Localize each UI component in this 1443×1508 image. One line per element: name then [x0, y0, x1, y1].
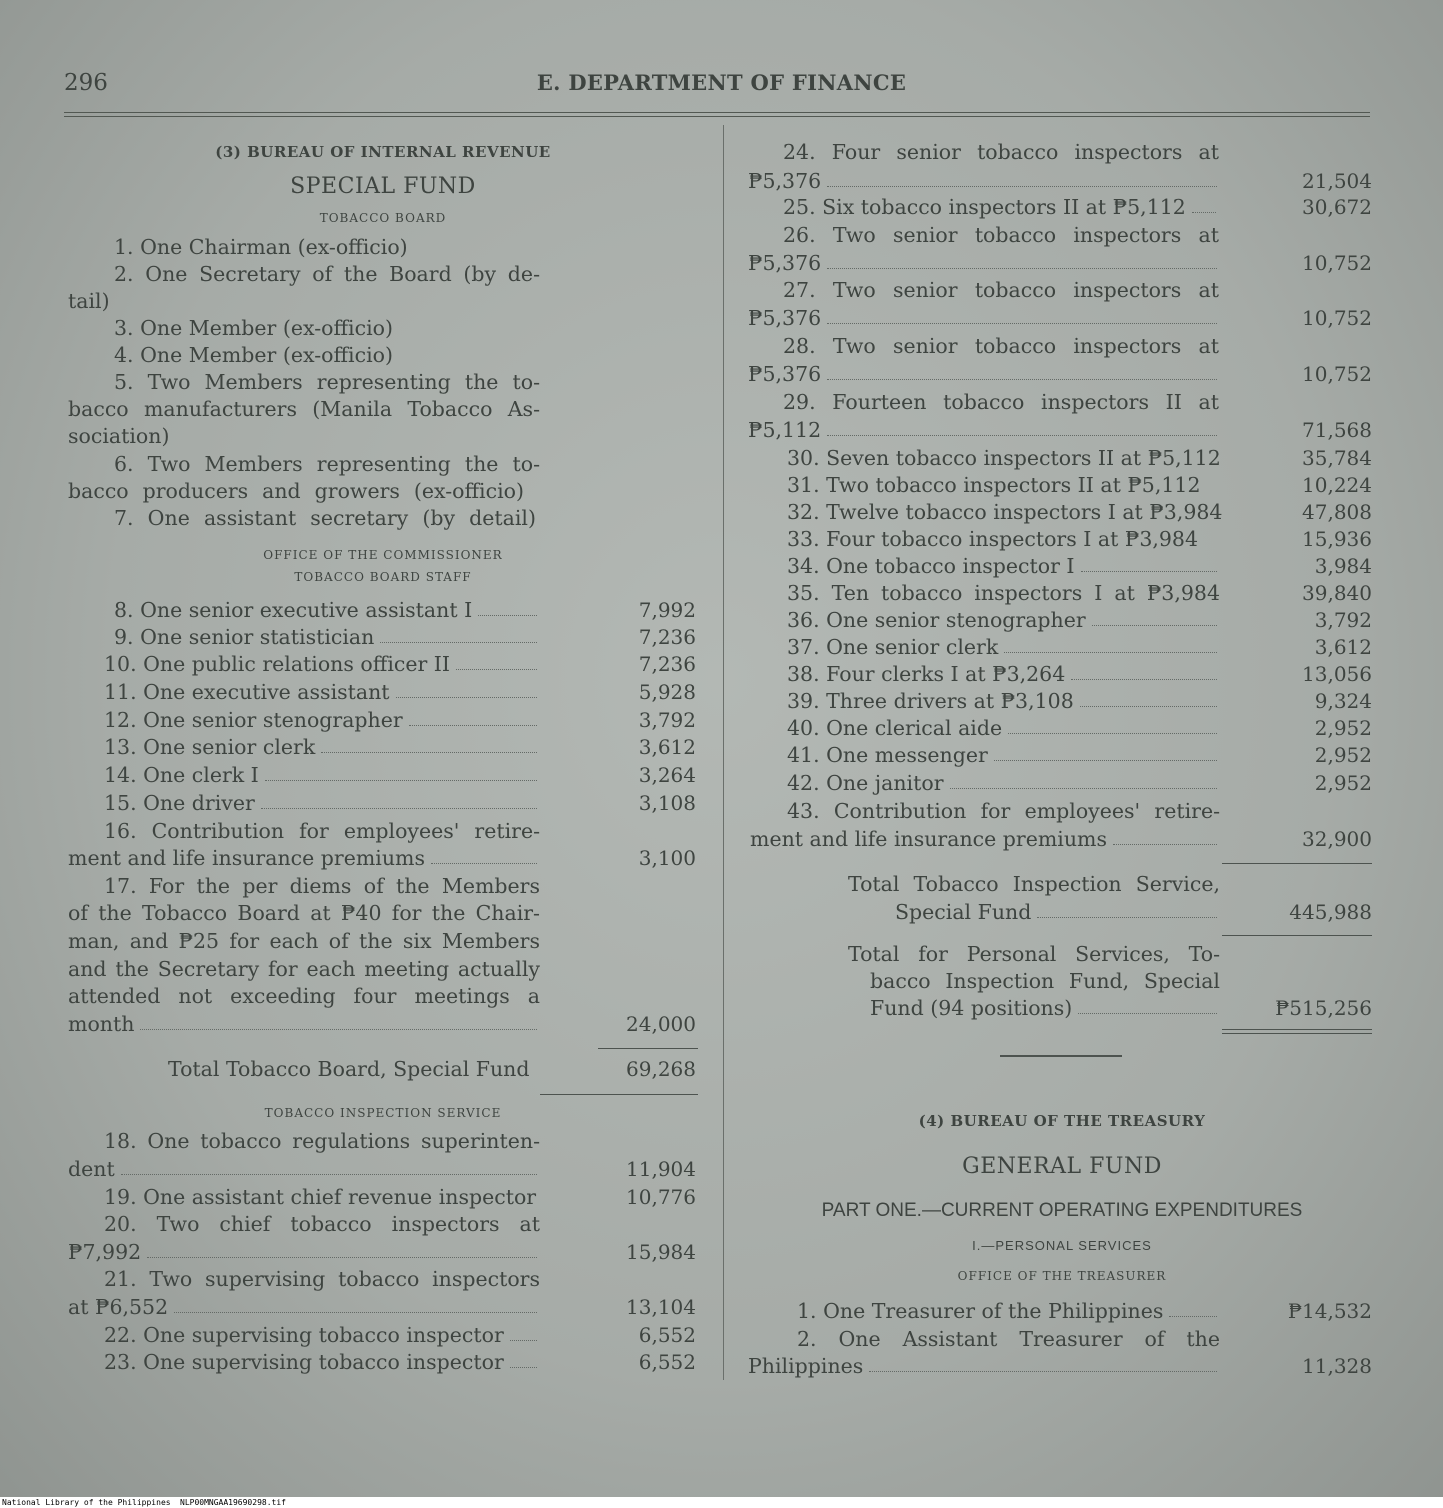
- row-label: dent: [68, 1157, 115, 1181]
- office-heading: OFFICE OF THE TREASURER: [957, 1269, 1167, 1283]
- row-label: 25. Six tobacco inspectors II at ₱5,112: [783, 195, 1186, 219]
- table-row: [783, 194, 1219, 220]
- table-row: [787, 770, 1220, 796]
- tobacco-board-heading: TOBACCO BOARD: [319, 211, 447, 225]
- row-amount: 3,792: [1314, 608, 1372, 632]
- table-row: 35. Ten tobacco inspectors I at ₱3,984: [787, 581, 1220, 605]
- list-item: 2. One Secretary of the Board (by de-: [114, 262, 540, 286]
- list-item: 1. One Chairman (ex-officio): [114, 235, 408, 259]
- table-row: 32. Twelve tobacco inspectors I at ₱3,984: [787, 500, 1223, 524]
- row-amount: 47,808: [1302, 500, 1372, 524]
- row-label: 40. One clerical aide: [787, 716, 1003, 740]
- list-item: 19. One assistant chief revenue inspector: [104, 1185, 537, 1209]
- table-row: [787, 742, 1220, 768]
- list-item: 17. For the per diems of the Members: [104, 874, 540, 898]
- list-item: and the Secretary for each meeting actually: [68, 957, 540, 981]
- staff-heading: TOBACCO BOARD STAFF: [294, 570, 472, 584]
- row-amount: 7,236: [638, 652, 696, 676]
- double-rule: [1222, 1029, 1372, 1030]
- row-amount: 3,264: [638, 763, 696, 787]
- list-item: 5. Two Members representing the to-: [114, 370, 540, 394]
- list-item: tail): [68, 289, 110, 313]
- total-rule: [540, 1094, 698, 1095]
- table-row: 33. Four tobacco inspectors I at ₱3,984: [787, 527, 1199, 551]
- row-amount: 21,504: [1302, 169, 1372, 193]
- total-ps-amount: ₱515,256: [1275, 996, 1372, 1020]
- page-number: 296: [64, 70, 108, 96]
- total-ps-label: Total for Personal Services, To-: [848, 942, 1220, 966]
- list-item: of the Tobacco Board at ₱40 for the Chair-: [68, 901, 540, 925]
- table-row: [68, 1239, 540, 1265]
- row-amount: 10,752: [1302, 251, 1372, 275]
- row-amount: 13,056: [1302, 662, 1372, 686]
- row-label: Philippines: [748, 1354, 864, 1378]
- row-label: 39. Three drivers at ₱3,108: [787, 689, 1074, 713]
- list-item: 7. One assistant secretary (by detail): [114, 506, 536, 530]
- table-row: [787, 688, 1220, 714]
- list-item: 43. Contribution for employees' retire-: [787, 799, 1220, 823]
- row-amount: ₱14,532: [1287, 1299, 1372, 1323]
- office-heading: OFFICE OF THE COMMISSIONER: [263, 548, 503, 562]
- row-amount: 24,000: [626, 1012, 696, 1036]
- table-row: [748, 250, 1220, 276]
- table-row: [748, 1353, 1220, 1379]
- inspection-service-heading: TOBACCO INSPECTION SERVICE: [264, 1106, 502, 1120]
- row-label: ment and life insurance premiums: [68, 846, 425, 870]
- row-label: 22. One supervising tobacco inspector: [104, 1323, 504, 1347]
- row-amount: 10,224: [1302, 473, 1372, 497]
- table-row: [870, 995, 1220, 1021]
- list-item: 18. One tobacco regulations superinten-: [104, 1129, 540, 1153]
- personal-services-heading: I.—PERSONAL SERVICES: [972, 1238, 1152, 1253]
- row-label: 41. One messenger: [787, 743, 988, 767]
- row-amount: 7,992: [638, 598, 696, 622]
- row-label: 34. One tobacco inspector I: [787, 554, 1075, 578]
- row-label: 15. One driver: [104, 791, 255, 815]
- table-row: [104, 762, 540, 788]
- row-amount: 10,776: [626, 1185, 696, 1209]
- row-amount: 11,904: [626, 1157, 696, 1181]
- row-label: 13. One senior clerk: [104, 735, 316, 759]
- total-board-label: Total Tobacco Board, Special Fund: [168, 1057, 530, 1081]
- subtotal-rule: [1222, 863, 1372, 864]
- section-divider: [1000, 1055, 1122, 1057]
- table-row: [68, 845, 540, 871]
- list-item: 2. One Assistant Treasurer of the: [797, 1327, 1220, 1351]
- list-item: bacco producers and growers (ex-officio): [68, 479, 524, 503]
- row-amount: 3,100: [638, 846, 696, 870]
- table-row: 30. Seven tobacco inspectors II at ₱5,112: [787, 446, 1221, 470]
- row-amount: 9,324: [1314, 689, 1372, 713]
- row-amount: 2,952: [1314, 771, 1372, 795]
- row-amount: 13,104: [626, 1295, 696, 1319]
- row-label: ment and life insurance premiums: [750, 827, 1107, 851]
- table-row: [787, 607, 1220, 633]
- table-row: [104, 679, 540, 705]
- bureau-heading: (4) BUREAU OF THE TREASURY: [918, 1112, 1206, 1130]
- table-row: [895, 899, 1220, 925]
- table-row: [68, 1294, 540, 1320]
- row-amount: 71,568: [1302, 418, 1372, 442]
- list-item: 26. Two senior tobacco inspectors at: [783, 223, 1219, 247]
- table-row: [104, 1322, 540, 1348]
- row-label: 38. Four clerks I at ₱3,264: [787, 662, 1066, 686]
- row-amount: 10,752: [1302, 362, 1372, 386]
- row-amount: 3,612: [1314, 635, 1372, 659]
- header-rule-2: [64, 116, 1370, 117]
- scan-footer: [0, 1497, 1443, 1508]
- table-row: [787, 661, 1220, 687]
- total-rule: [1222, 935, 1372, 936]
- row-amount: 7,236: [638, 625, 696, 649]
- table-row: [68, 1156, 540, 1182]
- row-amount: 15,984: [626, 1240, 696, 1264]
- column-divider: [723, 125, 724, 1380]
- table-row: [748, 305, 1220, 331]
- row-amount: 2,952: [1314, 716, 1372, 740]
- list-item: 27. Two senior tobacco inspectors at: [783, 278, 1219, 302]
- list-item: bacco manufacturers (Manila Tobacco As-: [68, 397, 540, 421]
- list-item: 3. One Member (ex-officio): [114, 316, 393, 340]
- row-label: 12. One senior stenographer: [104, 708, 403, 732]
- row-label: 36. One senior stenographer: [787, 608, 1086, 632]
- total-inspection-label: Total Tobacco Inspection Service,: [848, 872, 1220, 896]
- row-label: 8. One senior executive assistant I: [114, 598, 473, 622]
- list-item: attended not exceeding four meetings a: [68, 984, 540, 1008]
- table-row: [104, 790, 540, 816]
- table-row: [787, 553, 1220, 579]
- row-amount: 3,108: [638, 791, 696, 815]
- table-row: [104, 707, 540, 733]
- table-row: [748, 417, 1220, 443]
- fund-heading: GENERAL FUND: [962, 1154, 1162, 1179]
- row-amount: 35,784: [1302, 446, 1372, 470]
- footer-file: NLP00MNGAA19690298.tif: [180, 1498, 286, 1507]
- list-item: sociation): [68, 424, 170, 448]
- table-row: [114, 597, 540, 623]
- row-label: 23. One supervising tobacco inspector: [104, 1350, 504, 1374]
- row-label: 14. One clerk I: [104, 763, 259, 787]
- total-inspection-amount: 445,988: [1289, 900, 1372, 924]
- list-item: 20. Two chief tobacco inspectors at: [104, 1212, 540, 1236]
- table-row: [750, 826, 1220, 852]
- part-heading: PART ONE.—CURRENT OPERATING EXPENDITURES: [821, 1200, 1303, 1221]
- total-ps-label: bacco Inspection Fund, Special: [870, 969, 1220, 993]
- table-row: [114, 624, 540, 650]
- subtotal-rule: [598, 1048, 698, 1049]
- row-amount: 15,936: [1302, 527, 1372, 551]
- header-rule: [64, 112, 1370, 113]
- list-item: man, and ₱25 for each of the six Members: [68, 929, 540, 953]
- row-amount: 10,752: [1302, 306, 1372, 330]
- row-amount: 3,984: [1314, 554, 1372, 578]
- row-label: ₱7,992: [68, 1240, 142, 1264]
- fund-heading: SPECIAL FUND: [290, 174, 476, 199]
- row-label: 11. One executive assistant: [104, 680, 390, 704]
- table-row: [748, 361, 1220, 387]
- list-item: 4. One Member (ex-officio): [114, 343, 393, 367]
- row-label: 37. One senior clerk: [787, 635, 999, 659]
- row-label: Special Fund: [895, 900, 1032, 924]
- table-row: 31. Two tobacco inspectors II at ₱5,112: [787, 473, 1201, 497]
- row-label: ₱5,112: [748, 418, 822, 442]
- row-label: 10. One public relations officer II: [104, 652, 451, 676]
- list-item: 29. Fourteen tobacco inspectors II at: [783, 390, 1219, 414]
- row-amount: 3,612: [638, 735, 696, 759]
- row-label: ₱5,376: [748, 306, 822, 330]
- list-item: 6. Two Members representing the to-: [114, 452, 540, 476]
- row-amount: 6,552: [638, 1323, 696, 1347]
- list-item: 24. Four senior tobacco inspectors at: [783, 140, 1219, 164]
- page-title: E. DEPARTMENT OF FINANCE: [536, 70, 907, 95]
- table-row: [104, 734, 540, 760]
- row-label: 42. One janitor: [787, 771, 944, 795]
- row-label: at ₱6,552: [68, 1295, 169, 1319]
- table-row: [104, 651, 540, 677]
- table-row: [787, 634, 1220, 660]
- table-row: [787, 715, 1220, 741]
- row-label: ₱5,376: [748, 169, 822, 193]
- row-label: ₱5,376: [748, 362, 822, 386]
- row-amount: 5,928: [638, 680, 696, 704]
- row-amount: 11,328: [1302, 1354, 1372, 1378]
- row-label: 9. One senior statistician: [114, 625, 375, 649]
- total-board-amount: 69,268: [626, 1057, 696, 1081]
- table-row: [104, 1349, 540, 1375]
- table-row: [797, 1298, 1220, 1324]
- row-amount: 3,792: [638, 708, 696, 732]
- row-label: Fund (94 positions): [870, 996, 1073, 1020]
- row-amount: 32,900: [1302, 827, 1372, 851]
- table-row: [748, 168, 1220, 194]
- double-rule: [1222, 1033, 1372, 1034]
- row-amount: 30,672: [1302, 195, 1372, 219]
- table-row: [68, 1011, 540, 1037]
- row-amount: 2,952: [1314, 743, 1372, 767]
- row-amount: 39,840: [1302, 581, 1372, 605]
- row-label: ₱5,376: [748, 251, 822, 275]
- list-item: 21. Two supervising tobacco inspectors: [104, 1267, 540, 1291]
- bureau-heading: (3) BUREAU OF INTERNAL REVENUE: [215, 143, 551, 161]
- row-label: 1. One Treasurer of the Philippines: [797, 1299, 1164, 1323]
- list-item: 28. Two senior tobacco inspectors at: [783, 334, 1219, 358]
- list-item: 16. Contribution for employees' retire-: [104, 819, 540, 843]
- row-label: month: [68, 1012, 135, 1036]
- footer-library: National Library of the Philippines: [2, 1498, 171, 1507]
- row-amount: 6,552: [638, 1350, 696, 1374]
